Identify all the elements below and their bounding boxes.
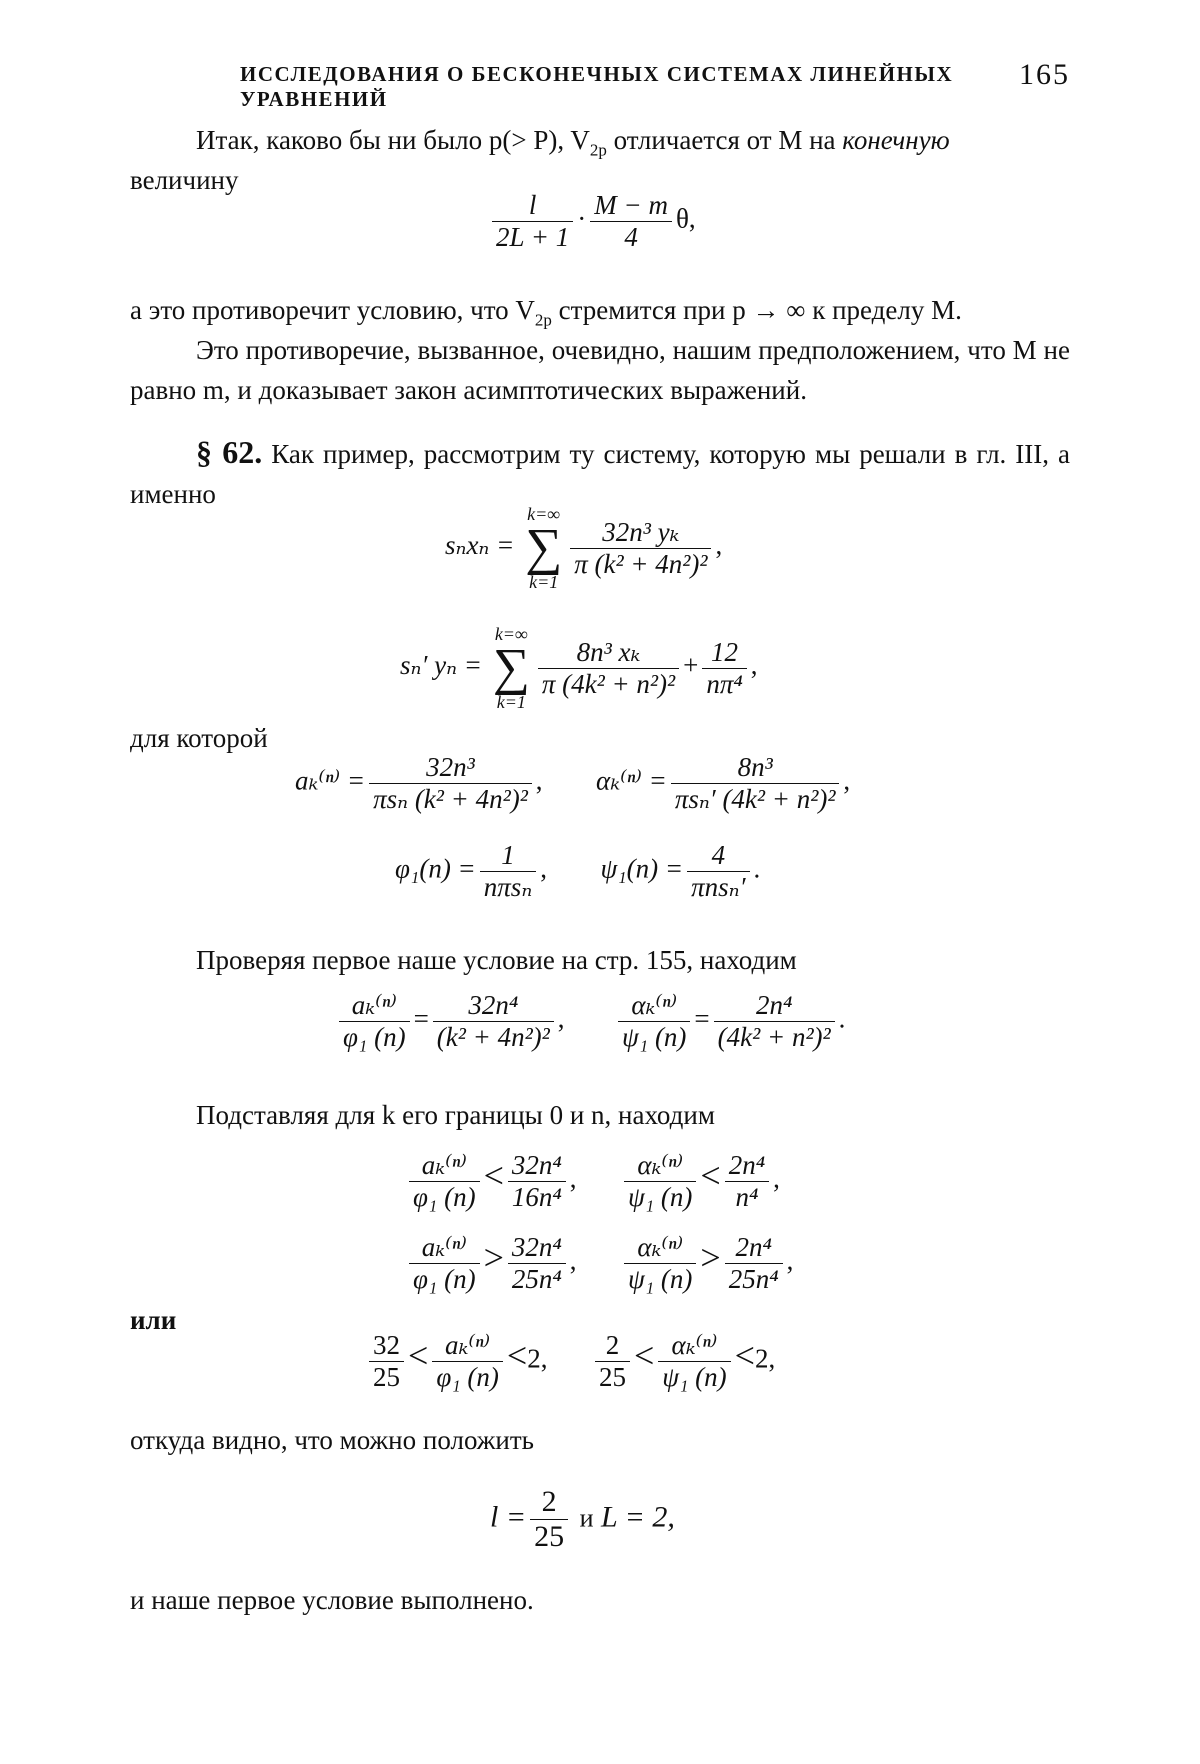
denominator: ψ₁ (n): [622, 1022, 687, 1052]
equation-4: aₖ⁽ⁿ⁾ = $\frac{\text{32n³}}{\text{πsₙ (k² + 4n²)²}}$ , αₖ⁽ⁿ⁾ = $\frac{\text{8n³}}{\text{πsₙ′ (4k² + n²)²}}$ ,: [295, 752, 851, 814]
fraction: [671, 752, 840, 815]
paragraph-3: Это противоречие, вызванное, очевидно, нашим предположением, что M не равно m, и доказывает закон асимптотических выражений.: [130, 335, 1070, 405]
denominator: 25: [373, 1362, 400, 1392]
denominator: πsₙ (k² + 4n²)²: [373, 784, 528, 814]
eq2-tail: ,: [715, 530, 723, 561]
sigma: ∑: [525, 519, 563, 576]
denominator: φ₁ (n): [413, 1182, 476, 1212]
numerator: 2n⁴: [725, 1150, 769, 1182]
eq4-lhs1: aₖ⁽ⁿ⁾ =: [295, 765, 366, 796]
equation-2: [445, 505, 722, 591]
paragraph-7: Подставляя для k его границы 0 и n, находим: [196, 1100, 715, 1130]
denominator: nπ⁴: [706, 668, 743, 699]
p2-text-b: стремится при p → ∞ к пределу M.: [551, 295, 962, 325]
fraction: [492, 190, 573, 253]
fraction: [480, 840, 536, 903]
paragraph-5: для которой: [130, 723, 268, 753]
paragraph-6: Проверяя первое наше условие на стр. 155, находим: [196, 945, 797, 975]
numerator: M − m: [590, 190, 672, 222]
numerator: 2n⁴: [714, 990, 835, 1022]
fraction: [538, 637, 679, 700]
numerator: 8n³ xₖ: [538, 637, 679, 669]
denominator: π (k² + 4n²)²: [574, 548, 708, 579]
denominator: 25: [534, 1520, 565, 1553]
numerator: 1: [480, 840, 536, 872]
eq10-conjunction: и: [579, 1503, 594, 1533]
fraction: [432, 1330, 503, 1393]
fraction: [624, 1150, 696, 1213]
denominator: π (4k² + n²)²: [541, 668, 676, 699]
paragraph-10: и наше первое условие выполнено.: [130, 1585, 534, 1615]
numerator: 32n³ yₖ: [570, 517, 711, 549]
p1-text-a: Итак, каково бы ни было p(> P), V: [196, 125, 590, 155]
numerator: aₖ⁽ⁿ⁾: [432, 1330, 503, 1362]
p1-italic: конечную: [842, 125, 950, 155]
eq5-lhs1: φ₁(n) =: [395, 853, 476, 884]
numerator: 2n⁴: [725, 1232, 783, 1264]
eq10-lhs: l =: [490, 1500, 527, 1534]
eq4-lhs2: αₖ⁽ⁿ⁾ =: [596, 765, 667, 796]
fraction: [725, 1150, 769, 1213]
sum-lower: k=1: [529, 572, 559, 592]
numerator: 2: [595, 1330, 630, 1362]
fraction: [714, 990, 835, 1053]
fraction: [339, 990, 410, 1053]
fraction: [433, 990, 554, 1053]
denominator: nπsₙ: [483, 872, 533, 902]
fraction: [658, 1330, 730, 1393]
numerator: αₖ⁽ⁿ⁾: [624, 1232, 696, 1264]
eq3-plus: +: [683, 650, 699, 681]
numerator: 32n⁴: [433, 990, 554, 1022]
eq1-tail: θ,: [675, 203, 696, 234]
denominator: 16n⁴: [511, 1182, 562, 1212]
equation-8: $\frac{\text{aₖ⁽ⁿ⁾}}{\text{φ₁ (n)}}$ > $\frac{\text{32n⁴}}{\text{25n⁴}}$ , $\frac{\text{αₖ⁽ⁿ⁾}}{\text{ψ₁ (n)}}$ > $\frac{\text{2n⁴}}{\text{25n⁴}}$ ,: [405, 1232, 793, 1295]
sum-lower: k=1: [496, 692, 526, 712]
numerator: aₖ⁽ⁿ⁾: [409, 1232, 480, 1264]
fraction: [590, 190, 672, 253]
fraction: [369, 752, 532, 815]
equation-1: $\frac{l}{2L + 1}$ · $\frac{M - m}{4}$ θ,: [488, 190, 696, 253]
sum-sign: [493, 625, 530, 711]
fraction: [624, 1232, 696, 1295]
fraction: [570, 517, 711, 580]
denominator: πsₙ′ (4k² + n²)²: [674, 784, 836, 814]
upper-bound: 2: [754, 1343, 769, 1374]
page-number: 165: [1019, 58, 1070, 91]
numerator: l: [492, 190, 573, 222]
numerator: 32n⁴: [508, 1232, 566, 1264]
sum-sign: [525, 505, 562, 591]
eq2-lhs: sₙxₙ =: [445, 530, 515, 561]
upper-bound: 2: [527, 1343, 541, 1374]
numerator: αₖ⁽ⁿ⁾: [618, 990, 690, 1022]
fraction: [725, 1232, 783, 1295]
denominator: 25n⁴: [511, 1264, 562, 1294]
numerator: αₖ⁽ⁿ⁾: [624, 1150, 696, 1182]
denominator: φ₁ (n): [343, 1022, 406, 1052]
numerator: 4: [687, 840, 749, 872]
eq3-tail: ,: [750, 650, 758, 681]
denominator: n⁴: [735, 1182, 759, 1212]
sigma: ∑: [492, 639, 530, 696]
eq10-rhs: L = 2,: [601, 1500, 675, 1534]
sum-upper: k=∞: [527, 504, 561, 524]
numerator: 32n³: [369, 752, 532, 784]
p1-subscript: 2p: [589, 140, 607, 160]
equation-5: φ₁(n) = $\frac{1}{\text{nπsₙ}}$ , ψ₁(n) = $\frac{4}{\text{πnsₙ′}}$ .: [395, 840, 761, 902]
denominator: φ₁ (n): [413, 1264, 476, 1294]
numerator: 32: [369, 1330, 404, 1362]
fraction: [595, 1330, 630, 1393]
fraction: [409, 1232, 480, 1295]
fraction: [702, 637, 746, 700]
denominator: 25n⁴: [728, 1264, 779, 1294]
denominator: πnsₙ′: [691, 872, 746, 902]
fraction: [618, 990, 690, 1053]
denominator: ψ₁ (n): [628, 1264, 693, 1294]
denominator: 25: [598, 1362, 626, 1392]
sum-upper: k=∞: [494, 624, 528, 644]
fraction: [687, 840, 749, 903]
p1-text-b: отличается от M на: [606, 125, 843, 155]
numerator: αₖ⁽ⁿ⁾: [658, 1330, 730, 1362]
p2-subscript: 2p: [534, 310, 552, 330]
p2-text-a: а это противоречит условию, что V: [130, 295, 535, 325]
fraction: [369, 1330, 404, 1393]
equation-10: [490, 1485, 675, 1554]
denominator: ψ₁ (n): [662, 1362, 727, 1392]
section-mark: § 62.: [196, 434, 263, 470]
equation-3: [400, 625, 758, 711]
denominator: ψ₁ (n): [628, 1182, 693, 1212]
paragraph-4: [130, 432, 1070, 514]
fraction: [508, 1232, 566, 1295]
denominator: (4k² + n²)²: [717, 1022, 831, 1052]
numerator: 32n⁴: [508, 1150, 566, 1182]
numerator: 2: [530, 1485, 568, 1520]
numerator: 8n³: [671, 752, 840, 784]
running-head: ИССЛЕДОВАНИЯ О БЕСКОНЕЧНЫХ СИСТЕМАХ ЛИНЕЙНЫХ УРАВНЕНИЙ: [240, 62, 954, 111]
denominator: 4: [624, 222, 638, 252]
paragraph-8: или: [130, 1305, 177, 1335]
fraction: [409, 1150, 480, 1213]
denominator: 2L + 1: [496, 222, 570, 252]
fraction: [508, 1150, 566, 1213]
p1-text-c: величину: [130, 165, 239, 195]
eq5-lhs2: ψ₁(n) =: [600, 853, 684, 884]
equation-9: $\frac{32}{25}$ < $\frac{\text{aₖ⁽ⁿ⁾}}{\text{φ₁ (n)}}$ <2, $\frac{2}{25}$ < $\frac{\text{αₖ⁽ⁿ⁾}}{\text{ψ₁ (n)}}$ <2,: [365, 1330, 775, 1393]
page-header: [240, 58, 1070, 111]
p4-text: Как пример, рассмотрим ту систему, которую мы решали в гл. III, а именно: [130, 439, 1070, 509]
denominator: φ₁ (n): [436, 1362, 499, 1392]
equation-7: $\frac{\text{aₖ⁽ⁿ⁾}}{\text{φ₁ (n)}}$ < $\frac{\text{32n⁴}}{\text{16n⁴}}$ , $\frac{\text{αₖ⁽ⁿ⁾}}{\text{ψ₁ (n)}}$ < $\frac{\text{2n⁴}}{\text{n⁴}}$ ,: [405, 1150, 780, 1213]
denominator: (k² + 4n²)²: [436, 1022, 550, 1052]
fraction: [530, 1485, 568, 1554]
eq3-lhs: sₙ′ yₙ =: [400, 650, 483, 681]
paragraph-9: откуда видно, что можно положить: [130, 1425, 534, 1455]
numerator: aₖ⁽ⁿ⁾: [339, 990, 410, 1022]
equation-6: $\frac{\text{aₖ⁽ⁿ⁾}}{\text{φ₁ (n)}}$ = $\frac{\text{32n⁴}}{\text{(k² + 4n²)²}}$ , $\frac{\text{αₖ⁽ⁿ⁾}}{\text{ψ₁ (n)}}$ = $\frac{\text{2n⁴}}{\text{(4k² + n²)²}}$ .: [335, 990, 845, 1053]
numerator: 12: [702, 637, 746, 669]
numerator: aₖ⁽ⁿ⁾: [409, 1150, 480, 1182]
